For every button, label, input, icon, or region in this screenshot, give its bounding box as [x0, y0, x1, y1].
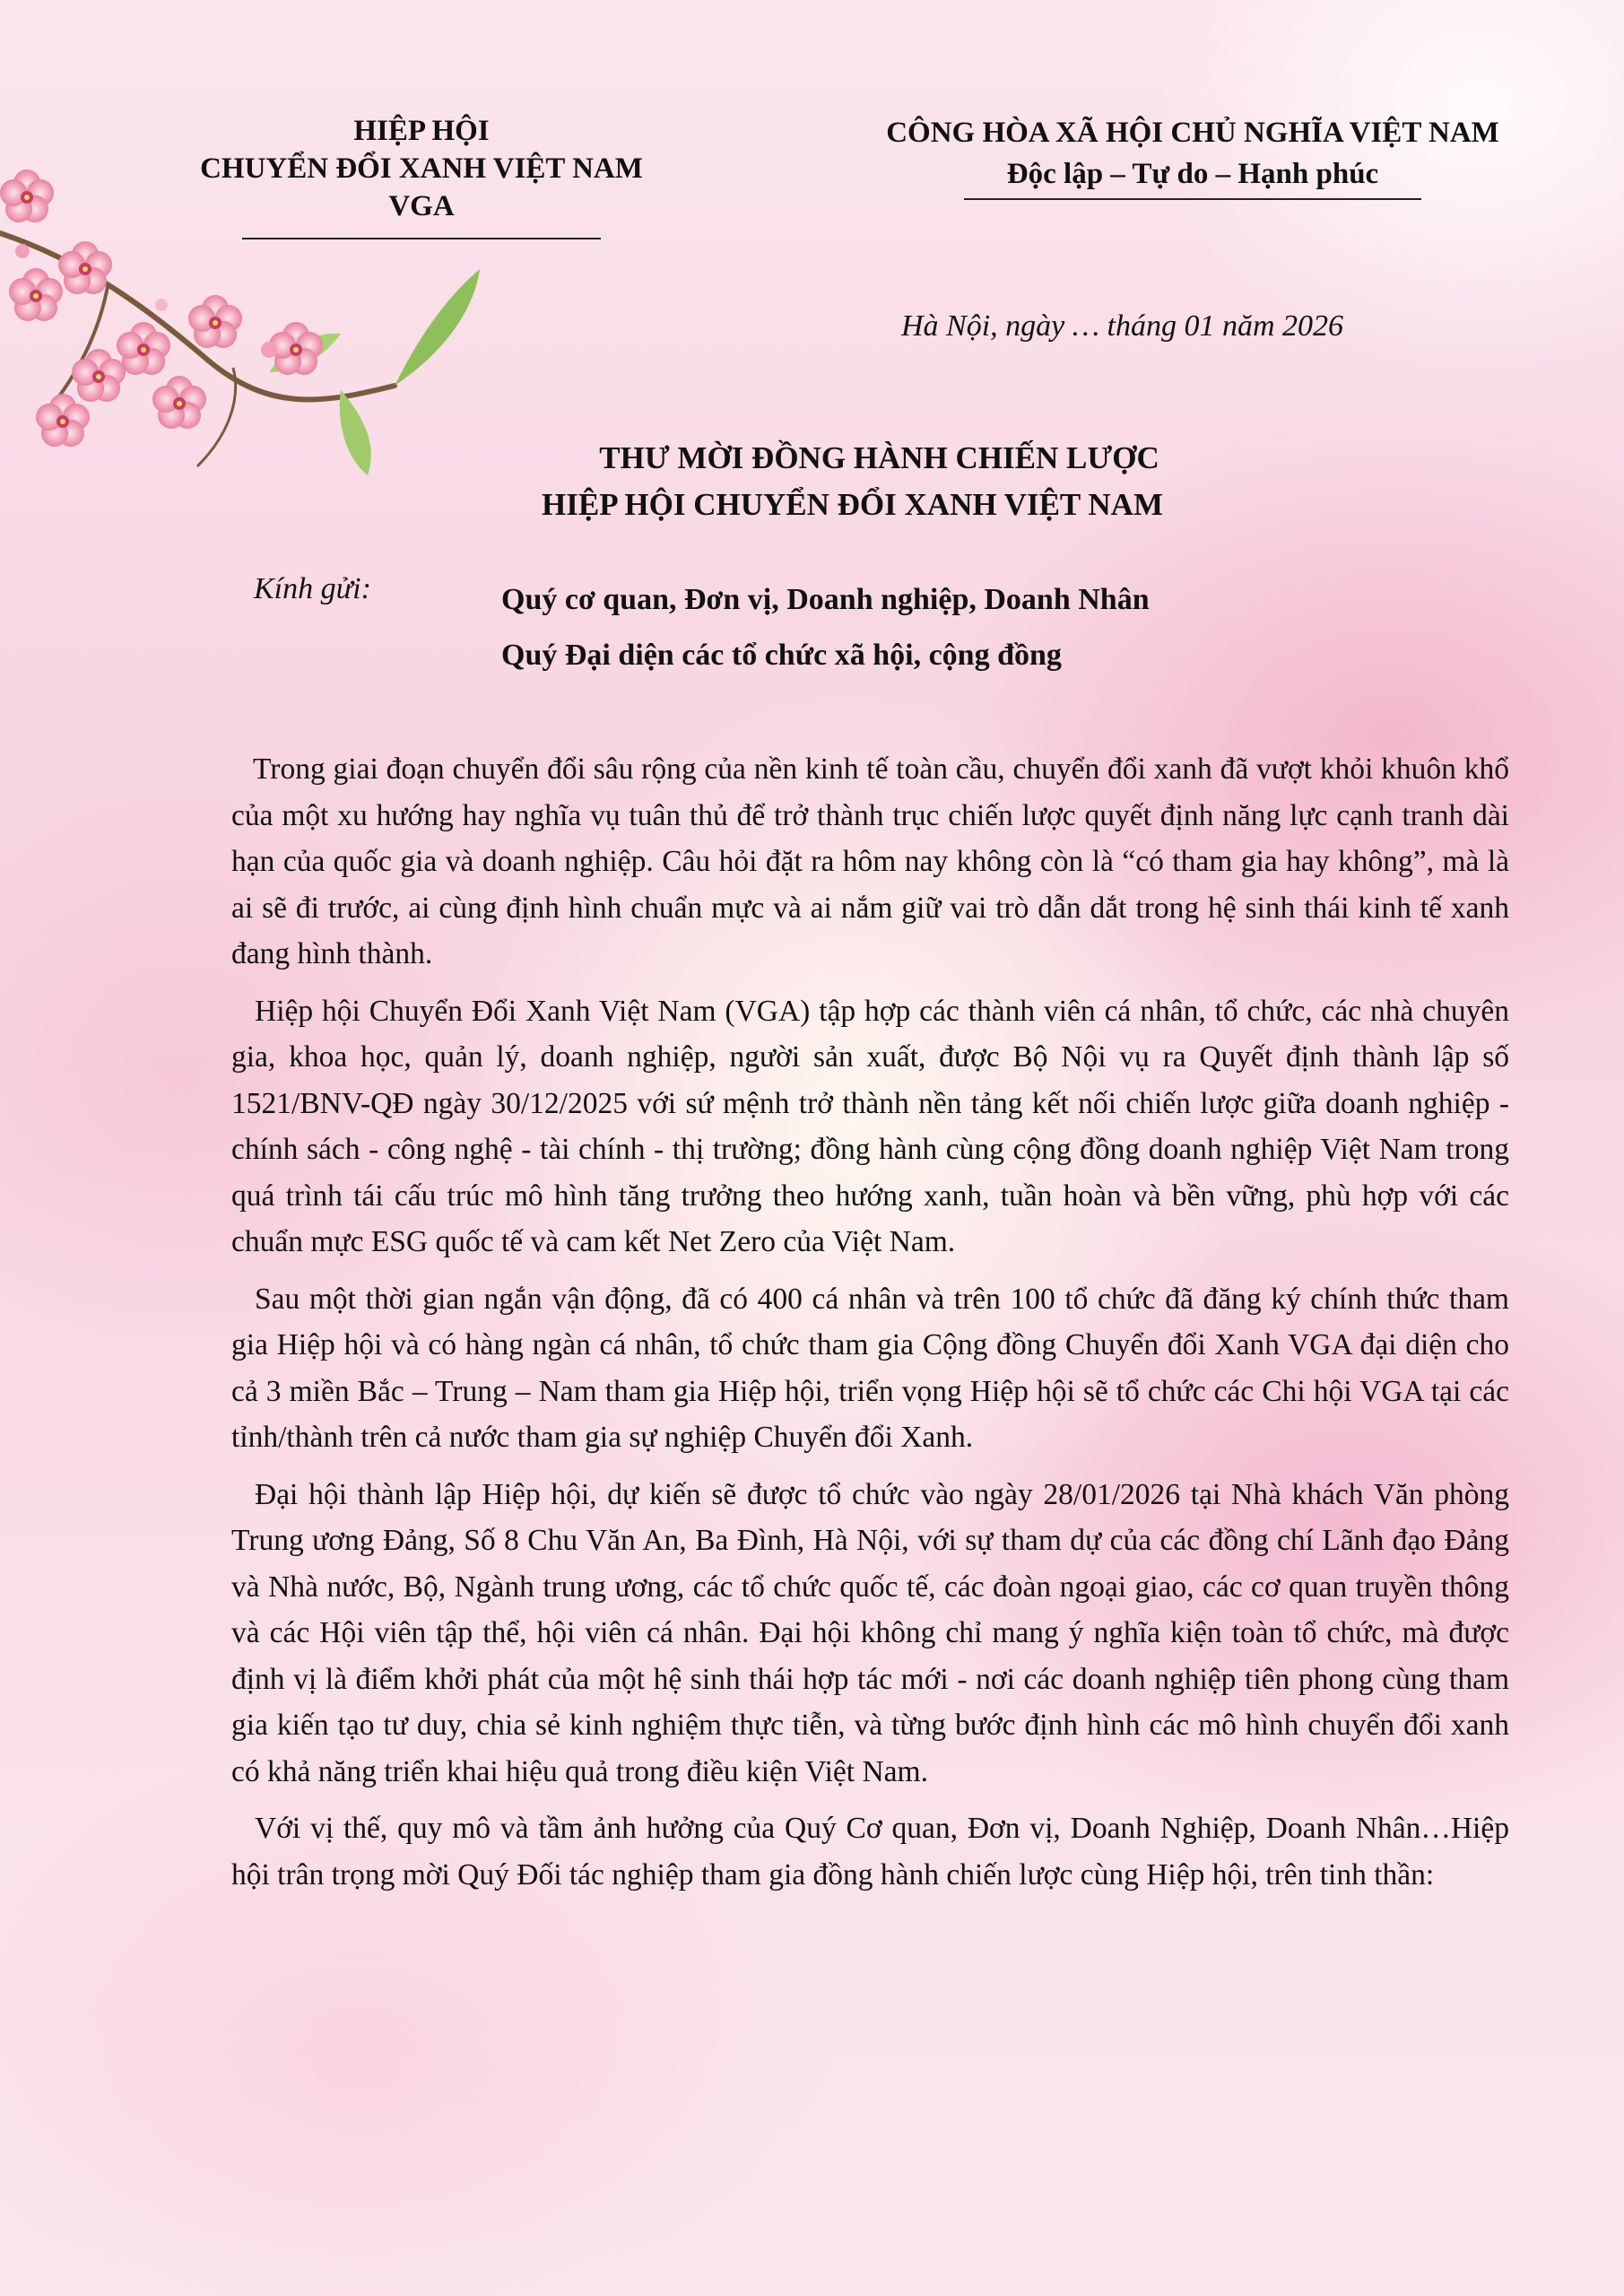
letter-title — [0, 435, 1624, 528]
title-line-1: THƯ MỜI ĐỒNG HÀNH CHIẾN LƯỢC — [599, 440, 1159, 475]
body-paragraph: Hiệp hội Chuyển Đổi Xanh Việt Nam (VGA) tập hợp các thành viên cá nhân, tổ chức, các nhà chuyên gia, khoa học, quản lý, doanh nghiệp, người sản xuất, được Bộ Nội vụ ra Quyết định thành lập số 1521/BNV-QĐ ngày 30/12/2025 với sứ mệnh trở thành nền tảng kết nối chiến lược giữa doanh nghiệp - chính sách - công nghệ - tài chính - thị trường; đồng hành cùng cộng đồng doanh nghiệp Việt Nam trong quá trình tái cấu trúc mô hình tăng trưởng theo hướng xanh, tuần hoàn và bền vững, phù hợp với các chuẩn mực ESG quốc tế và cam kết Net Zero của Việt Nam. — [231, 994, 1509, 1258]
organization-header — [152, 112, 690, 239]
org-line-3: VGA — [388, 190, 455, 222]
org-underline — [242, 238, 601, 239]
body-paragraph: Sau một thời gian ngắn vận động, đã có 400 cá nhân và trên 100 tổ chức đã đăng ký chính thức tham gia Hiệp hội và có hàng ngàn cá nhân, tổ chức tham gia Cộng đồng Chuyển đổi Xanh VGA đại diện cho cả 3 miền Bắc – Trung – Nam tham gia Hiệp hội, triển vọng Hiệp hội sẽ tổ chức các Chi hội VGA tại các tỉnh/thành trên cả nước tham gia sự nghiệp Chuyển đổi Xanh. — [231, 1282, 1509, 1454]
motto-underline — [964, 198, 1421, 200]
recipients-label: Kính gửi: — [254, 572, 371, 605]
national-header — [789, 112, 1596, 200]
title-line-2: HIỆP HỘI CHUYỂN ĐỔI XANH VIỆT NAM — [542, 487, 1163, 522]
recipients-names — [501, 572, 1150, 683]
recipient-line-1: Quý cơ quan, Đơn vị, Doanh nghiệp, Doanh Nhân — [501, 583, 1150, 616]
body-paragraph: Đại hội thành lập Hiệp hội, dự kiến sẽ được tổ chức vào ngày 28/01/2026 tại Nhà khách Văn phòng Trung ương Đảng, Số 8 Chu Văn An, Ba Đình, Hà Nội, với sự tham dự của các đồng chí Lãnh đạo Đảng và Nhà nước, Bộ, Ngành trung ương, các tổ chức quốc tế, các đoàn ngoại giao, các cơ quan truyền thông và các Hội viên tập thể, hội viên cá nhân. Đại hội không chỉ mang ý nghĩa kiện toàn tổ chức, mà được định vị là điểm khởi phát của một hệ sinh thái hợp tác mới - nơi các doanh nghiệp tiên phong cùng tham gia kiến tạo tư duy, chia sẻ kinh nghiệm thực tiễn, và từng bước định hình các mô hình chuyển đổi xanh có khả năng triển khai hiệu quả trong điều kiện Việt Nam. — [231, 1477, 1509, 1788]
national-motto: Độc lập – Tự do – Hạnh phúc — [1006, 158, 1379, 190]
body-paragraph: Với vị thế, quy mô và tầm ảnh hưởng của Quý Cơ quan, Đơn vị, Doanh Nghiệp, Doanh Nhân…Hiệp hội trân trọng mời Quý Đối tác nghiệp tham gia đồng hành chiến lược cùng Hiệp hội, trên tinh thần: — [231, 1812, 1509, 1892]
body-paragraph: Trong giai đoạn chuyển đổi sâu rộng của nền kinh tế toàn cầu, chuyển đổi xanh đã vượt khỏi khuôn khổ của một xu hướng hay nghĩa vụ tuân thủ để trở thành trục chiến lược quyết định năng lực cạnh tranh dài hạn của quốc gia và doanh nghiệp. Câu hỏi đặt ra hôm nay không còn là “có tham gia hay không”, mà là ai sẽ đi trước, ai cùng định hình chuẩn mực và ai nắm giữ vai trò dẫn dắt trong hệ sinh thái kinh tế xanh đang hình thành. — [231, 752, 1509, 970]
letter-body — [231, 746, 1509, 1909]
national-title: CÔNG HÒA XÃ HỘI CHỦ NGHĨA VIỆT NAM — [886, 117, 1499, 149]
date-line: Hà Nội, ngày … tháng 01 năm 2026 — [901, 309, 1343, 343]
org-line-2: CHUYỂN ĐỔI XANH VIỆT NAM — [200, 152, 643, 185]
org-line-1: HIỆP HỘI — [353, 115, 490, 147]
recipient-line-2: Quý Đại diện các tổ chức xã hội, cộng đồng — [501, 639, 1062, 672]
